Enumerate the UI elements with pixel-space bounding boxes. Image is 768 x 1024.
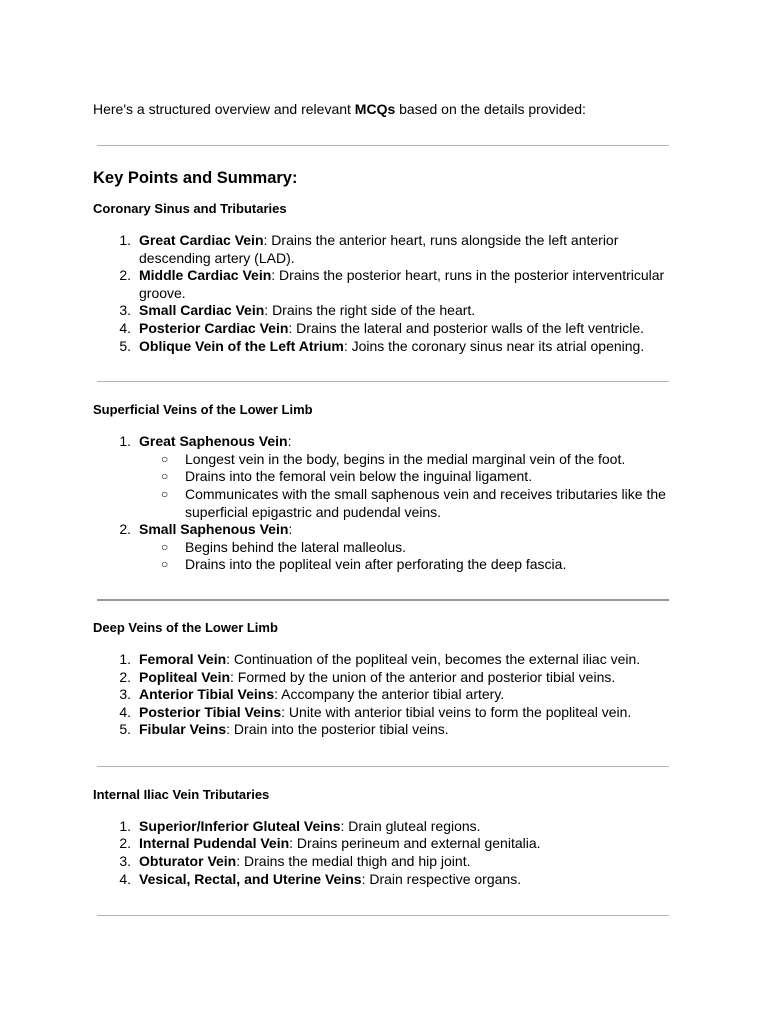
list-deep <box>93 651 675 739</box>
list-iliac <box>93 818 675 888</box>
sub-list-item <box>139 486 675 521</box>
section-title-superficial: Superficial Veins of the Lower Limb <box>93 402 313 418</box>
item-term: Vesical, Rectal, and Uterine Veins <box>139 870 362 887</box>
list-item <box>93 721 675 739</box>
list-item <box>93 686 675 704</box>
list-item <box>93 320 675 338</box>
item-number: 1. <box>119 817 131 834</box>
section-title-iliac: Internal Iliac Vein Tributaries <box>93 786 270 802</box>
sub-item-text: Communicates with the small saphenous vein and receives tributaries like the superficial epigastric and pudendal veins. <box>185 485 666 520</box>
list-item <box>93 704 675 722</box>
item-number: 5. <box>119 721 131 738</box>
divider <box>97 766 669 767</box>
item-desc: : <box>287 433 292 450</box>
divider <box>97 915 669 916</box>
item-number: 4. <box>119 319 131 336</box>
item-term: Posterior Tibial Veins <box>139 703 282 720</box>
item-term: Superior/Inferior Gluteal Veins <box>139 817 341 834</box>
list-item <box>93 818 675 836</box>
sub-item-text: Drains into the femoral vein below the inguinal ligament. <box>185 468 533 485</box>
list-item <box>93 651 675 669</box>
item-term: Small Saphenous Vein <box>139 521 289 538</box>
item-desc: : Drains the medial thigh and hip joint. <box>236 853 471 870</box>
sub-item-text: Longest vein in the body, begins in the medial marginal vein of the foot. <box>185 450 626 467</box>
item-number: 1. <box>119 433 131 450</box>
item-term: Great Saphenous Vein <box>139 433 288 450</box>
item-number: 2. <box>119 267 131 284</box>
sub-item-text: Begins behind the lateral malleolus. <box>185 538 407 555</box>
item-desc: : Drain into the posterior tibial veins. <box>226 721 449 738</box>
list-item <box>93 338 675 356</box>
item-desc: : Accompany the anterior tibial artery. <box>274 686 505 703</box>
sub-item-text: Drains into the popliteal vein after perforating the deep fascia. <box>185 556 567 573</box>
intro-text-after: based on the details provided: <box>395 101 586 117</box>
intro-paragraph <box>93 100 675 118</box>
item-number: 2. <box>119 521 131 538</box>
list-item <box>93 835 675 853</box>
item-term: Anterior Tibial Veins <box>139 686 275 703</box>
item-desc: : Drains perineum and external genitalia. <box>289 835 541 852</box>
item-number: 4. <box>119 703 131 720</box>
item-number: 3. <box>119 302 131 319</box>
item-desc: : Drains the lateral and posterior walls of the left ventricle. <box>288 319 645 336</box>
sub-list <box>139 539 675 574</box>
item-number: 1. <box>119 650 131 667</box>
sub-list <box>139 451 675 521</box>
bullet-icon: ○ <box>161 469 169 484</box>
item-desc: : Joins the coronary sinus near its atrial opening. <box>343 337 645 354</box>
item-desc: : Formed by the union of the anterior and posterior tibial veins. <box>230 668 616 685</box>
sub-list-item <box>139 451 675 469</box>
item-desc: : Drains the posterior heart, runs in the posterior interventricular groove. <box>139 267 665 301</box>
item-desc: : <box>288 521 293 538</box>
sub-list-item <box>139 556 675 574</box>
bullet-icon: ○ <box>161 486 169 501</box>
intro-text-bold: MCQs <box>354 101 396 117</box>
intro-text-before: Here's a structured overview and relevant <box>93 101 355 117</box>
list-item <box>93 871 675 889</box>
bullet-icon: ○ <box>161 557 169 572</box>
list-item <box>93 302 675 320</box>
item-number: 3. <box>119 686 131 703</box>
bullet-icon: ○ <box>161 451 169 466</box>
item-number: 3. <box>119 853 131 870</box>
item-desc: : Drain respective organs. <box>361 870 522 887</box>
list-coronary <box>93 232 675 355</box>
list-superficial <box>93 433 675 574</box>
item-number: 4. <box>119 870 131 887</box>
item-term: Internal Pudendal Vein <box>139 835 290 852</box>
section-title-deep: Deep Veins of the Lower Limb <box>93 619 278 635</box>
item-term: Posterior Cardiac Vein <box>139 319 289 336</box>
item-term: Femoral Vein <box>139 650 227 667</box>
list-item <box>93 853 675 871</box>
item-term: Popliteal Vein <box>139 668 231 685</box>
item-number: 2. <box>119 835 131 852</box>
item-desc: : Unite with anterior tibial veins to form the popliteal vein. <box>281 703 632 720</box>
item-desc: : Drains the right side of the heart. <box>264 302 476 319</box>
page-heading: Key Points and Summary: <box>93 169 298 187</box>
list-item <box>93 232 675 267</box>
divider <box>97 381 669 382</box>
item-term: Middle Cardiac Vein <box>139 267 272 284</box>
item-term: Fibular Veins <box>139 721 227 738</box>
section-title-coronary: Coronary Sinus and Tributaries <box>93 201 287 216</box>
list-item <box>93 267 675 302</box>
item-number: 1. <box>119 232 131 248</box>
item-desc: : Drains the anterior heart, runs alongside the left anterior descending artery (LAD). <box>139 232 619 266</box>
bullet-icon: ○ <box>161 539 169 554</box>
list-item <box>93 521 675 574</box>
item-number: 2. <box>119 668 131 685</box>
item-number: 5. <box>119 337 131 354</box>
divider <box>97 145 669 146</box>
sub-list-item <box>139 539 675 557</box>
item-desc: : Continuation of the popliteal vein, becomes the external iliac vein. <box>226 650 641 667</box>
divider <box>97 599 669 601</box>
item-desc: : Drain gluteal regions. <box>340 817 481 834</box>
list-item <box>93 669 675 687</box>
document-page <box>93 100 675 924</box>
item-term: Small Cardiac Vein <box>139 302 265 319</box>
list-item <box>93 433 675 521</box>
item-term: Great Cardiac Vein <box>139 232 264 248</box>
sub-list-item <box>139 468 675 486</box>
item-term: Oblique Vein of the Left Atrium <box>139 337 344 354</box>
item-term: Obturator Vein <box>139 853 237 870</box>
